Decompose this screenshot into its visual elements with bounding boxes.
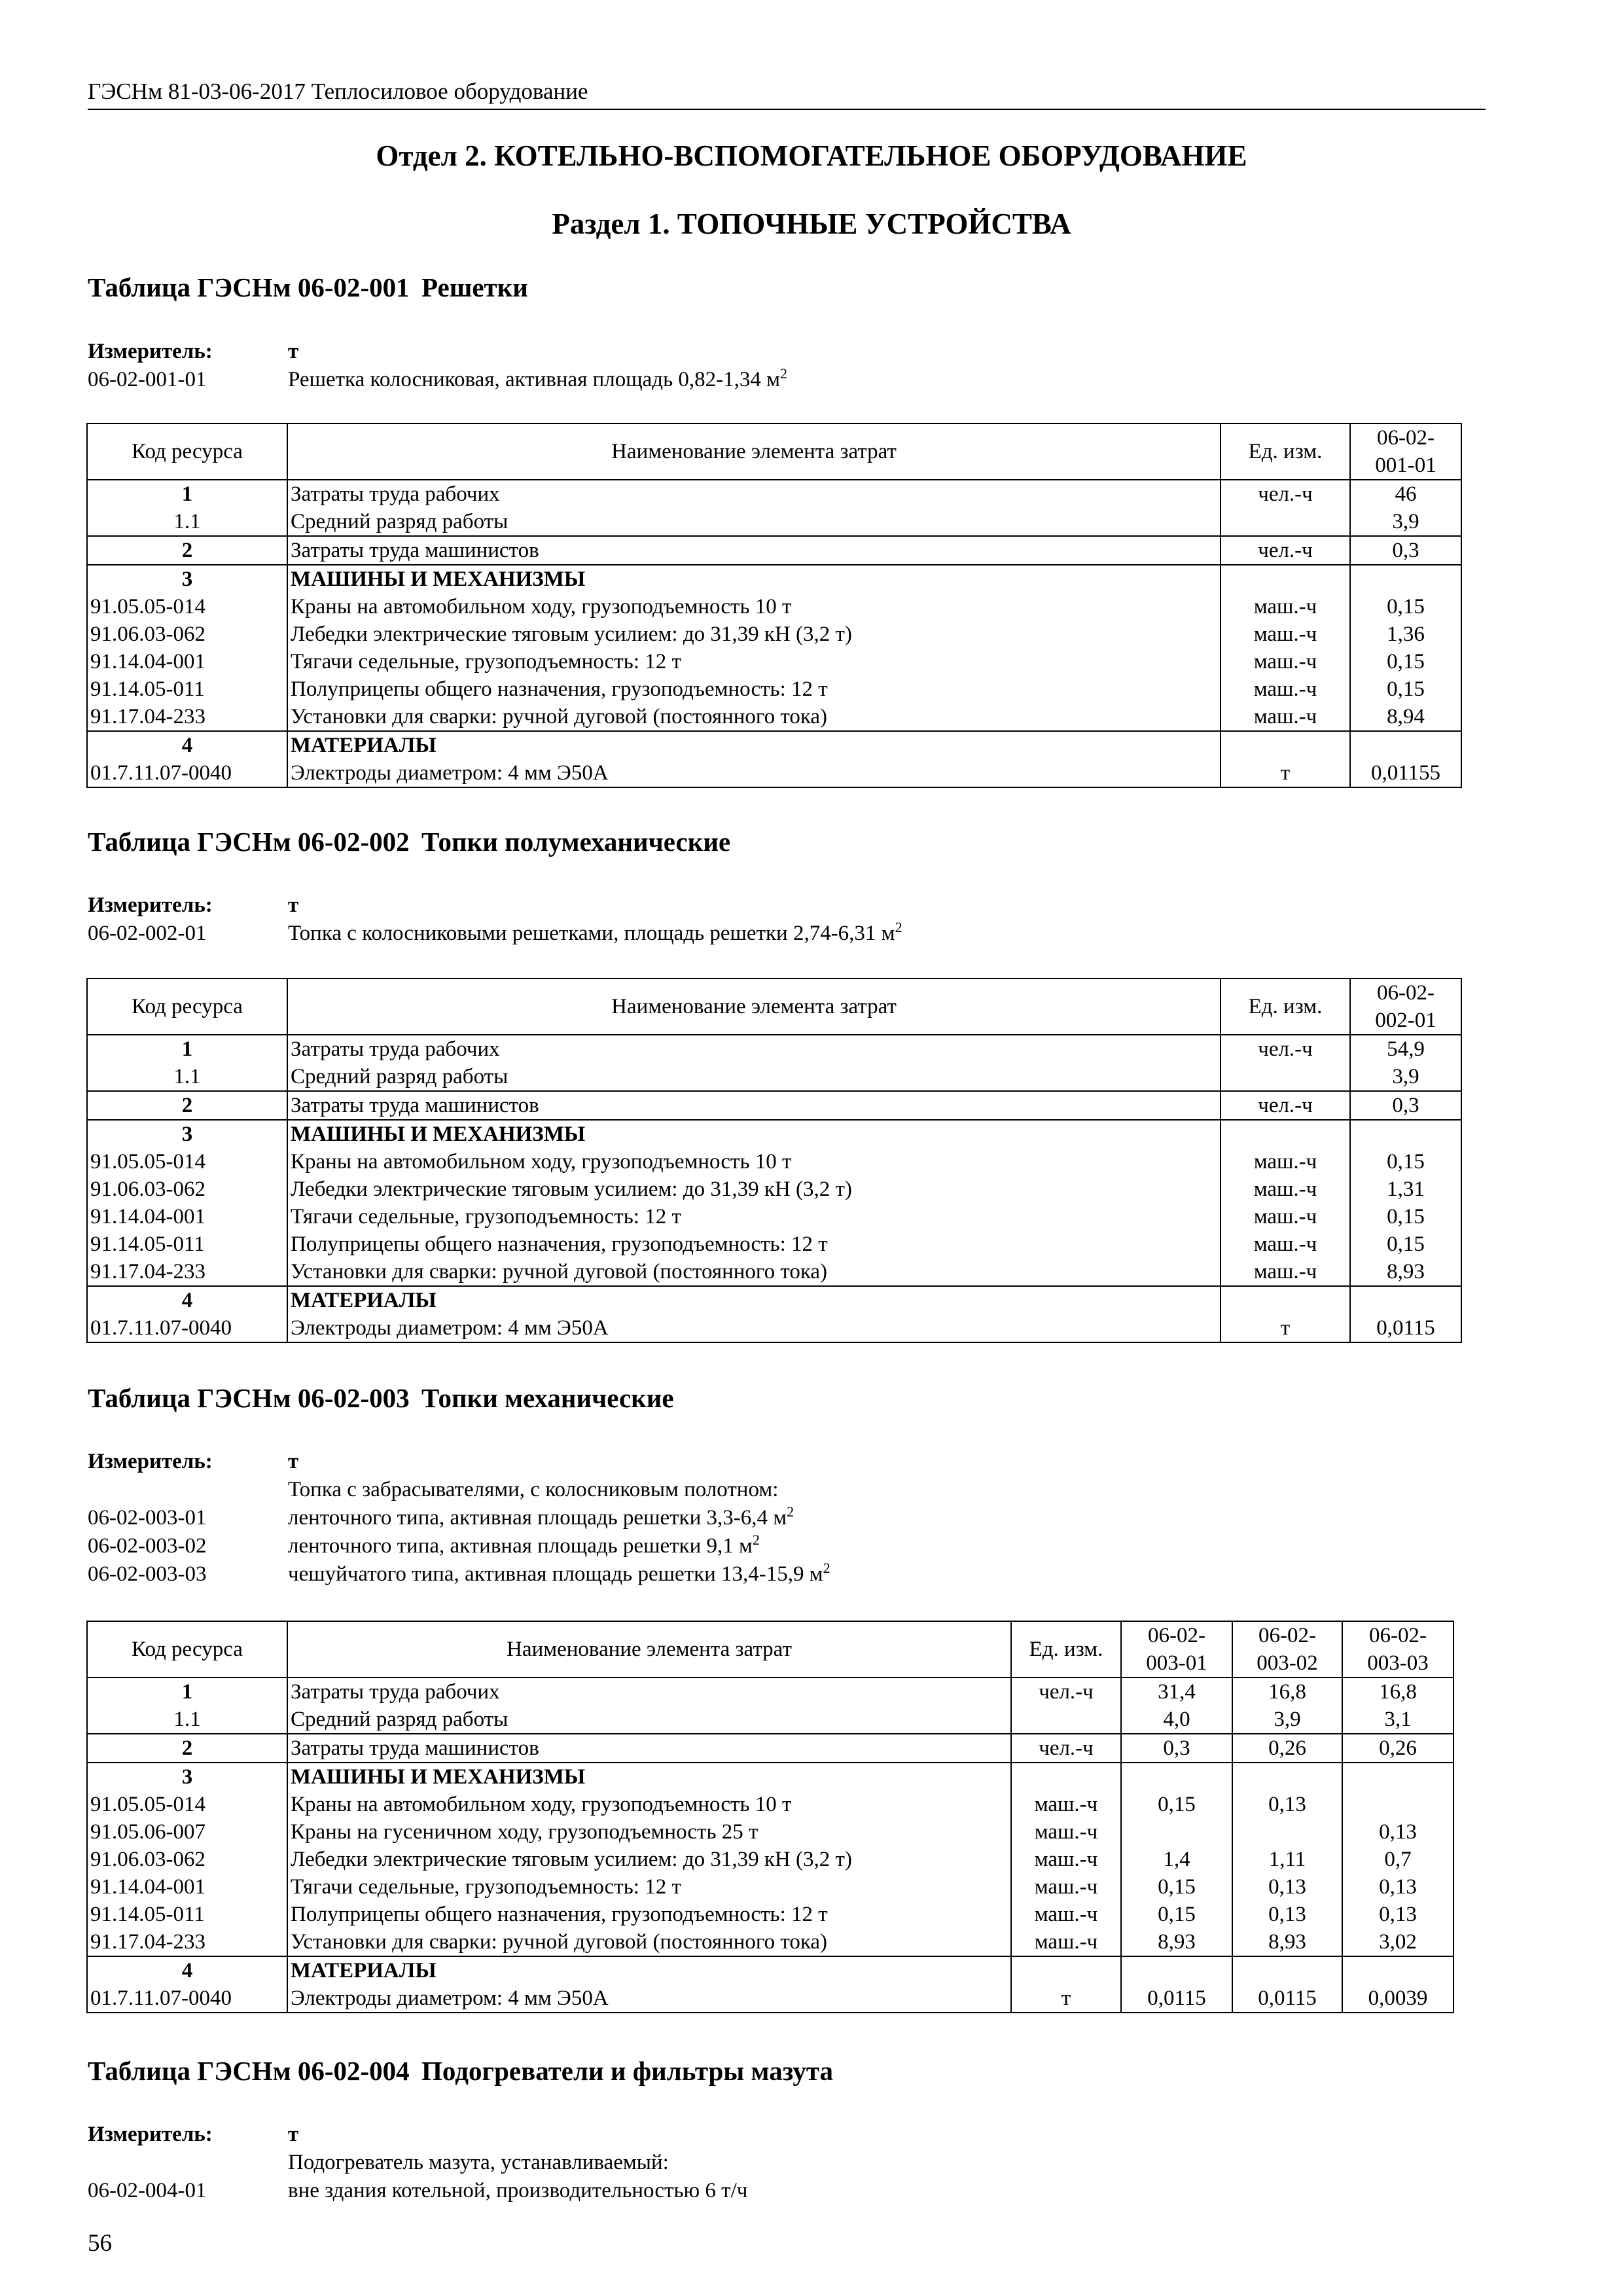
table-row [87,648,1461,675]
cell-value: 3,9 [1350,508,1461,536]
cell-name: Полуприцепы общего назначения, грузоподъемность: 12 т [287,675,1221,703]
cell-code: 91.05.05-014 [87,1148,287,1175]
cell-unit: маш.-ч [1221,1175,1350,1203]
cell-value: 0,13 [1342,1901,1454,1928]
cell-unit: маш.-ч [1221,648,1350,675]
cell-unit [1011,1763,1121,1791]
cell-value: 1,31 [1350,1175,1461,1203]
col-header-name: Наименование элемента затрат [287,978,1221,1035]
measure-intro: Подогреватель мазута, устанавливаемый: [288,2151,669,2174]
cell-value: 8,93 [1121,1928,1232,1956]
cell-unit: маш.-ч [1221,593,1350,620]
cell-value: 16,8 [1232,1677,1342,1706]
cell-name: МАШИНЫ И МЕХАНИЗМЫ [287,1120,1221,1148]
cell-name: Краны на автомобильном ходу, грузоподъемность 10 т [287,593,1221,620]
measure-unit: т [288,2123,299,2146]
header-row [87,1621,1454,1677]
item-code: 06-02-003-02 [88,1534,207,1558]
table-row [87,1148,1461,1175]
cell-value: 0,3 [1121,1734,1232,1763]
cell-code: 91.14.05-011 [87,1901,287,1928]
measure-label: Измеритель: [88,340,213,363]
rate-code-line: 002-01 [1375,1009,1436,1032]
cell-value: 0,13 [1232,1901,1342,1928]
rate-code-line: 06-02- [1258,1624,1316,1647]
cell-code: 91.14.05-011 [87,675,287,703]
cell-name: Затраты труда машинистов [287,536,1221,565]
item-code: 06-02-002-01 [88,922,207,945]
rate-code-line: 001-01 [1375,454,1436,477]
table-row [87,1677,1454,1706]
cell-code: 01.7.11.07-0040 [87,1984,287,2013]
cell-code: 91.17.04-233 [87,703,287,731]
running-header: ГЭСНм 81-03-06-2017 Теплосиловое оборудование [88,77,1486,110]
cell-name: Затраты труда машинистов [287,1091,1221,1120]
table-row [87,1063,1461,1091]
cell-value: 8,94 [1350,703,1461,731]
rate-code-line: 003-03 [1367,1651,1429,1675]
cell-value: 0,13 [1342,1873,1454,1901]
estimate-table [86,978,1462,1343]
cell-code: 91.14.05-011 [87,1230,287,1258]
cell-code: 91.06.03-062 [87,620,287,648]
cell-unit: чел.-ч [1011,1734,1121,1763]
table-row [87,703,1461,731]
header-row [87,978,1461,1035]
cell-value: 31,4 [1121,1677,1232,1706]
cell-name: Затраты труда рабочих [287,1677,1011,1706]
cell-name: Лебедки электрические тяговым усилием: до 31,39 кН (3,2 т) [287,1846,1011,1873]
cell-unit [1221,1120,1350,1148]
cell-value [1342,1956,1454,1984]
col-header-rate [1232,1621,1342,1677]
rate-code-line: 003-01 [1146,1651,1207,1675]
measure-item [88,920,902,948]
cell-code: 91.14.04-001 [87,648,287,675]
measure-label: Измеритель: [88,2123,213,2146]
cell-code: 91.05.05-014 [87,1791,287,1818]
cell-value: 3,02 [1342,1928,1454,1956]
item-text: Топка с колосниковыми решетками, площадь решетки 2,74-6,31 $м^2$ [288,919,902,945]
cell-name: Электроды диаметром: 4 мм Э50А [287,1984,1011,2013]
item-code: 06-02-003-01 [88,1506,207,1530]
cell-value: 0,15 [1350,648,1461,675]
cell-name: Затраты труда машинистов [287,1734,1011,1763]
measure-label: Измеритель: [88,1450,213,1473]
cell-value [1232,1818,1342,1846]
table-name: Топки полумеханические [421,827,731,857]
table-name: Решетки [421,272,528,302]
cell-unit: маш.-ч [1221,703,1350,731]
measure-row [88,891,902,920]
col-header-rate [1350,423,1461,480]
cell-unit: чел.-ч [1221,480,1350,508]
section-heading: Отдел 2. КОТЕЛЬНО-ВСПОМОГАТЕЛЬНОЕ ОБОРУДОВАНИЕ [376,139,1247,172]
cell-code: 91.05.05-014 [87,593,287,620]
table-row [87,1286,1461,1314]
cell-code: 1 [87,480,287,508]
item-sup: 2 [895,919,902,935]
item-text: Решетка колосниковая, активная площадь 0,82-1,34 $м^2$ [288,365,788,391]
measure-row [88,2121,747,2149]
measure-block [88,2121,747,2205]
cell-name: Краны на гусеничном ходу, грузоподъемность 25 т [287,1818,1011,1846]
measure-item [88,1504,830,1532]
table-row [87,1203,1461,1230]
cell-name: Затраты труда рабочих [287,480,1221,508]
measure-intro-row [88,2149,747,2177]
cell-name: Средний разряд работы [287,1063,1221,1091]
col-header-unit: Ед. изм. [1221,978,1350,1035]
item-sup: 2 [823,1560,830,1576]
table-title [88,2055,833,2087]
cell-name: Лебедки электрические тяговым усилием: до 31,39 кН (3,2 т) [287,1175,1221,1203]
cell-unit: маш.-ч [1221,1203,1350,1230]
measure-item [88,366,787,394]
table-row [87,1035,1461,1063]
cell-unit: чел.-ч [1221,1091,1350,1120]
measure-item [88,1560,830,1588]
cell-code: 1 [87,1035,287,1063]
cell-unit: чел.-ч [1011,1677,1121,1706]
table-row [87,1928,1454,1956]
cell-name: Электроды диаметром: 4 мм Э50А [287,1314,1221,1342]
item-text: чешуйчатого типа, активная площадь решетки 13,4-15,9 $м^2$ [288,1560,830,1586]
col-header-code: Код ресурса [87,1621,287,1677]
col-header-code: Код ресурса [87,423,287,480]
cell-code: 91.06.03-062 [87,1175,287,1203]
col-header-unit: Ед. изм. [1221,423,1350,480]
cell-name: Тягачи седельные, грузоподъемность: 12 т [287,1203,1221,1230]
estimate-table [86,423,1462,788]
table-row [87,1846,1454,1873]
cell-unit: чел.-ч [1221,536,1350,565]
cell-unit: маш.-ч [1011,1901,1121,1928]
table-row [87,1763,1454,1791]
table-row [87,1091,1461,1120]
cell-unit: маш.-ч [1011,1928,1121,1956]
cell-value: 0,15 [1121,1791,1232,1818]
cell-name: Лебедки электрические тяговым усилием: до 31,39 кН (3,2 т) [287,620,1221,648]
subsection-heading: Раздел 1. ТОПОЧНЫЕ УСТРОЙСТВА [552,207,1071,240]
table-number: Таблица ГЭСНм 06-02-003 [88,1383,410,1413]
cell-unit [1011,1706,1121,1734]
cell-value [1232,1763,1342,1791]
measure-spacer [88,2149,288,2177]
item-text: ленточного типа, активная площадь решетки 9,1 $м^2$ [288,1532,760,1558]
cell-value [1350,731,1461,759]
measure-unit: т [288,893,299,917]
cell-name: Установки для сварки: ручной дуговой (постоянного тока) [287,1928,1011,1956]
cell-name: Тягачи седельные, грузоподъемность: 12 т [287,1873,1011,1901]
measure-block [88,891,902,948]
cell-name: МАШИНЫ И МЕХАНИЗМЫ [287,565,1221,593]
table-name: Подогреватели и фильтры мазута [421,2056,833,2086]
cell-name: МАТЕРИАЛЫ [287,1286,1221,1314]
rate-code-line: 06-02- [1148,1624,1205,1647]
cell-value: 0,15 [1121,1873,1232,1901]
cell-value [1232,1956,1342,1984]
cell-code: 91.14.04-001 [87,1873,287,1901]
cell-code: 91.05.06-007 [87,1818,287,1846]
table-number: Таблица ГЭСНм 06-02-001 [88,272,410,302]
cell-value [1350,565,1461,593]
cell-value: 0,15 [1121,1901,1232,1928]
measure-label: Измеритель: [88,893,213,917]
item-sup: 2 [780,365,788,382]
cell-unit: маш.-ч [1011,1818,1121,1846]
rate-code-line: 06-02- [1369,1624,1427,1647]
cell-unit: маш.-ч [1221,1258,1350,1286]
cell-name: Полуприцепы общего назначения, грузоподъемность: 12 т [287,1230,1221,1258]
item-text: вне здания котельной, производительностью 6 т/ч [288,2179,748,2202]
cell-value: 0,0115 [1121,1984,1232,2013]
rate-code-line: 06-02- [1377,426,1435,450]
cell-value: 54,9 [1350,1035,1461,1063]
cell-value: 0,7 [1342,1846,1454,1873]
cell-code: 3 [87,565,287,593]
cell-value [1350,1286,1461,1314]
cell-unit: т [1221,759,1350,787]
cell-unit: т [1221,1314,1350,1342]
cell-unit [1221,508,1350,536]
cell-value [1121,1763,1232,1791]
cell-code: 2 [87,1091,287,1120]
measure-block [88,1448,830,1588]
table-name: Топки механические [421,1383,674,1413]
cell-value: 0,15 [1350,593,1461,620]
cell-unit: чел.-ч [1221,1035,1350,1063]
cell-unit [1221,1063,1350,1091]
table-row [87,593,1461,620]
cell-code: 2 [87,1734,287,1763]
item-text: ленточного типа, активная площадь решетки 3,3-6,4 $м^2$ [288,1503,794,1530]
cell-value: 3,9 [1232,1706,1342,1734]
cell-value: 46 [1350,480,1461,508]
cell-value: 0,15 [1350,675,1461,703]
table-row [87,1901,1454,1928]
measure-unit: т [288,1450,299,1473]
cell-value: 0,01155 [1350,759,1461,787]
header-row [87,423,1461,480]
table-title [88,826,730,857]
cell-value: 0,13 [1342,1818,1454,1846]
table-title [88,1382,674,1414]
item-code: 06-02-003-03 [88,1562,207,1586]
cell-code: 1.1 [87,1063,287,1091]
cell-code: 01.7.11.07-0040 [87,759,287,787]
measure-row [88,1448,830,1476]
cell-code: 91.17.04-233 [87,1928,287,1956]
table-row [87,480,1461,508]
col-header-rate [1350,978,1461,1035]
cell-unit [1221,565,1350,593]
measure-intro-row [88,1476,830,1504]
cell-code: 2 [87,536,287,565]
col-header-code: Код ресурса [87,978,287,1035]
measure-spacer [88,1476,288,1504]
table-row [87,731,1461,759]
table-row [87,508,1461,536]
cell-value: 0,26 [1342,1734,1454,1763]
cell-unit [1221,731,1350,759]
cell-name: Тягачи седельные, грузоподъемность: 12 т [287,648,1221,675]
cell-value [1342,1763,1454,1791]
estimate-table [86,1621,1454,2013]
cell-name: Краны на автомобильном ходу, грузоподъемность 10 т [287,1148,1221,1175]
cell-value [1121,1956,1232,1984]
cell-value: 16,8 [1342,1677,1454,1706]
cell-name: Средний разряд работы [287,1706,1011,1734]
cell-code: 3 [87,1763,287,1791]
cell-value: 0,13 [1232,1791,1342,1818]
cell-code: 4 [87,1286,287,1314]
item-sup: 2 [787,1503,794,1520]
cell-value: 0,26 [1232,1734,1342,1763]
table-row [87,1791,1454,1818]
measure-block [88,338,787,394]
cell-code: 1.1 [87,508,287,536]
cell-name: МАТЕРИАЛЫ [287,731,1221,759]
cell-name: Электроды диаметром: 4 мм Э50А [287,759,1221,787]
rate-code-line: 06-02- [1377,981,1435,1005]
cell-value: 1,4 [1121,1846,1232,1873]
table-row [87,1734,1454,1763]
col-header-rate [1121,1621,1232,1677]
cell-code: 4 [87,1956,287,1984]
cell-unit: маш.-ч [1221,1148,1350,1175]
cell-value: 0,15 [1350,1203,1461,1230]
cell-unit [1011,1956,1121,1984]
cell-unit: маш.-ч [1221,620,1350,648]
table-row [87,1120,1461,1148]
cell-value: 3,1 [1342,1706,1454,1734]
table-row [87,565,1461,593]
cell-unit: маш.-ч [1011,1791,1121,1818]
col-header-unit: Ед. изм. [1011,1621,1121,1677]
cell-value [1342,1791,1454,1818]
cell-value: 0,0115 [1350,1314,1461,1342]
cell-value: 0,3 [1350,1091,1461,1120]
cell-name: МАШИНЫ И МЕХАНИЗМЫ [287,1763,1011,1791]
cell-name: Краны на автомобильном ходу, грузоподъемность 10 т [287,1791,1011,1818]
cell-value: 1,11 [1232,1846,1342,1873]
table-row [87,1956,1454,1984]
cell-value: 8,93 [1350,1258,1461,1286]
cell-value: 0,0115 [1232,1984,1342,2013]
table-row [87,1258,1461,1286]
table-row [87,620,1461,648]
cell-code: 4 [87,731,287,759]
cell-name: Полуприцепы общего назначения, грузоподъемность: 12 т [287,1901,1011,1928]
item-code: 06-02-001-01 [88,368,207,391]
cell-unit: маш.-ч [1011,1873,1121,1901]
cell-code: 91.14.04-001 [87,1203,287,1230]
cell-code: 91.06.03-062 [87,1846,287,1873]
table-row [87,1706,1454,1734]
cell-name: МАТЕРИАЛЫ [287,1956,1011,1984]
measure-intro: Топка с забрасывателями, с колосниковым полотном: [288,1478,779,1501]
cell-name: Затраты труда рабочих [287,1035,1221,1063]
cell-value: 0,15 [1350,1148,1461,1175]
table-number: Таблица ГЭСНм 06-02-002 [88,827,410,857]
measure-item [88,1532,830,1560]
cell-value: 0,15 [1350,1230,1461,1258]
cell-value [1121,1818,1232,1846]
table-row [87,1818,1454,1846]
cell-code: 91.17.04-233 [87,1258,287,1286]
cell-value: 4,0 [1121,1706,1232,1734]
table-number: Таблица ГЭСНм 06-02-004 [88,2056,410,2086]
table-row [87,536,1461,565]
table-row [87,1230,1461,1258]
cell-code: 01.7.11.07-0040 [87,1314,287,1342]
col-header-name: Наименование элемента затрат [287,423,1221,480]
cell-value: 3,9 [1350,1063,1461,1091]
item-sup: 2 [752,1532,760,1548]
cell-value [1350,1120,1461,1148]
cell-unit: маш.-ч [1221,675,1350,703]
table-row [87,1175,1461,1203]
rate-code-line: 003-02 [1257,1651,1318,1675]
cell-code: 3 [87,1120,287,1148]
cell-value: 0,0039 [1342,1984,1454,2013]
cell-code: 1 [87,1677,287,1706]
cell-name: Средний разряд работы [287,508,1221,536]
table-row [87,1984,1454,2013]
cell-unit: т [1011,1984,1121,2013]
table-title [88,272,528,303]
table-row [87,675,1461,703]
measure-row [88,338,787,366]
cell-name: Установки для сварки: ручной дуговой (постоянного тока) [287,703,1221,731]
cell-unit [1221,1286,1350,1314]
col-header-name: Наименование элемента затрат [287,1621,1011,1677]
col-header-rate [1342,1621,1454,1677]
table-row [87,759,1461,787]
cell-unit: маш.-ч [1011,1846,1121,1873]
measure-unit: т [288,340,299,363]
cell-unit: маш.-ч [1221,1230,1350,1258]
page-number: 56 [88,2230,112,2257]
table-row [87,1314,1461,1342]
table-row [87,1873,1454,1901]
item-code: 06-02-004-01 [88,2179,207,2202]
cell-value: 8,93 [1232,1928,1342,1956]
cell-value: 0,3 [1350,536,1461,565]
measure-item [88,2177,747,2205]
cell-value: 0,13 [1232,1873,1342,1901]
cell-code: 1.1 [87,1706,287,1734]
cell-name: Установки для сварки: ручной дуговой (постоянного тока) [287,1258,1221,1286]
cell-value: 1,36 [1350,620,1461,648]
